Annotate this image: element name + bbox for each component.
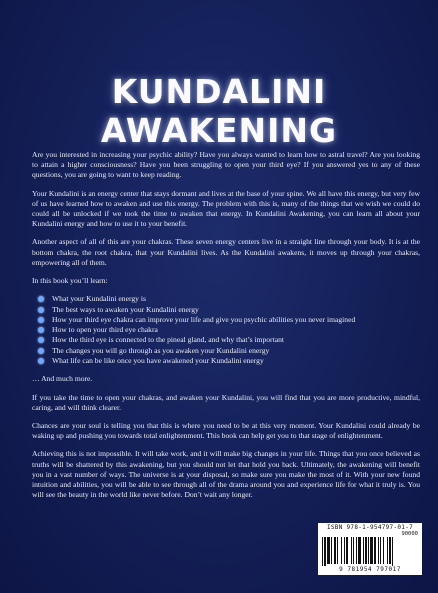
list-item bbox=[52, 305, 420, 315]
bullet-icon bbox=[38, 358, 44, 364]
paragraph-kundalini: Your Kundalini is an energy center that stays dormant and lives at the base of your spine. We all have this energy, but very few of us have learned how to awaken and use this energy. The problem with this is, many of the things that we wish we could do could all be unlocked if we took the time to awaken that energy. In Kundalini Awakening, you can learn all about your Kundalini energy and how to use it to your benefit. bbox=[32, 188, 420, 229]
title-line-1: KUNDALINI bbox=[111, 72, 327, 111]
learning-list bbox=[32, 294, 420, 366]
paragraph-intro: Are you interested in increasing your psychic ability? Have you always wanted to learn how to astral travel? Are you looking to attain a higher consciousness? Have you been struggling to open your third eye? If you answered yes to any of these questions, you are going to want to keep reading. bbox=[32, 150, 420, 180]
list-item bbox=[52, 346, 420, 356]
list-item-text: How the third eye is connected to the pineal gland, and why that’s important bbox=[52, 335, 284, 345]
list-item-text: How your third eye chakra can improve your life and give you psychic abilities you never imagined bbox=[52, 314, 356, 324]
paragraph-benefits: If you take the time to open your chakras, and awaken your Kundalini, you will find that you are more productive, mindful, caring, and will think clearer. bbox=[32, 392, 420, 412]
bullet-icon bbox=[38, 348, 44, 354]
isbn-label: ISBN 978-1-954797-01-7 bbox=[326, 524, 414, 531]
barcode-digits: 9 781954 797017 bbox=[339, 566, 401, 573]
paragraph-chakras: Another aspect of all of this are your chakras. These seven energy centers live in a straight line through your body. It is at the bottom chakra, the root chakra, that your Kundalini lives. As the Kundalini awakens, it moves up through your chakras, empowering all of them. bbox=[32, 237, 420, 267]
bullet-icon bbox=[38, 327, 44, 333]
list-item bbox=[52, 294, 420, 304]
list-item-text: The changes you will go through as you awaken your Kundalini energy bbox=[52, 345, 270, 355]
paragraph-soul: Chances are your soul is telling you that this is where you need to be at this very moment. Your Kundalini could already be waking up and pushing you towards total enlightenment. This book can help get you to that stage of enlightenment. bbox=[32, 420, 420, 441]
bullet-icon bbox=[38, 307, 44, 313]
list-item bbox=[52, 315, 420, 325]
list-item-text: How to open your third eye chakra bbox=[52, 325, 158, 335]
list-item bbox=[52, 356, 420, 366]
paragraph-learn-intro: In this book you’ll learn: bbox=[32, 276, 108, 286]
bullet-icon bbox=[38, 296, 44, 302]
title-line-2: AWAKENING bbox=[100, 111, 338, 150]
barcode-bars bbox=[322, 537, 418, 566]
description-text bbox=[32, 150, 420, 508]
list-item-text: The best ways to awaken your Kundalini energy bbox=[52, 304, 199, 314]
list-item bbox=[52, 325, 420, 335]
price-code: 90000 bbox=[401, 531, 418, 537]
list-item-text: What life can be like once you have awakened your Kundalini energy bbox=[52, 356, 264, 366]
list-item bbox=[52, 335, 420, 345]
paragraph-more: … And much more. bbox=[32, 374, 93, 384]
bullet-icon bbox=[38, 317, 44, 323]
bullet-icon bbox=[38, 337, 44, 343]
paragraph-achieving: Achieving this is not impossible. It will take work, and it will make big changes in your life. Things that you once believed as truths will be shattered by this awakening, but you should not let that hold you back. Ultimately, the awakening will benefit you in a vast number of ways. The universe is at your disposal, so make sure you make the most of it. With your new found intuition and abilities, you will be able to see through all of the drama around you and experience life for what it truly is. You will see the beauty in the world like never before. Don’t wait any longer. bbox=[32, 449, 420, 500]
list-item-text: What your Kundalini energy is bbox=[52, 294, 146, 304]
isbn-barcode bbox=[318, 523, 422, 575]
